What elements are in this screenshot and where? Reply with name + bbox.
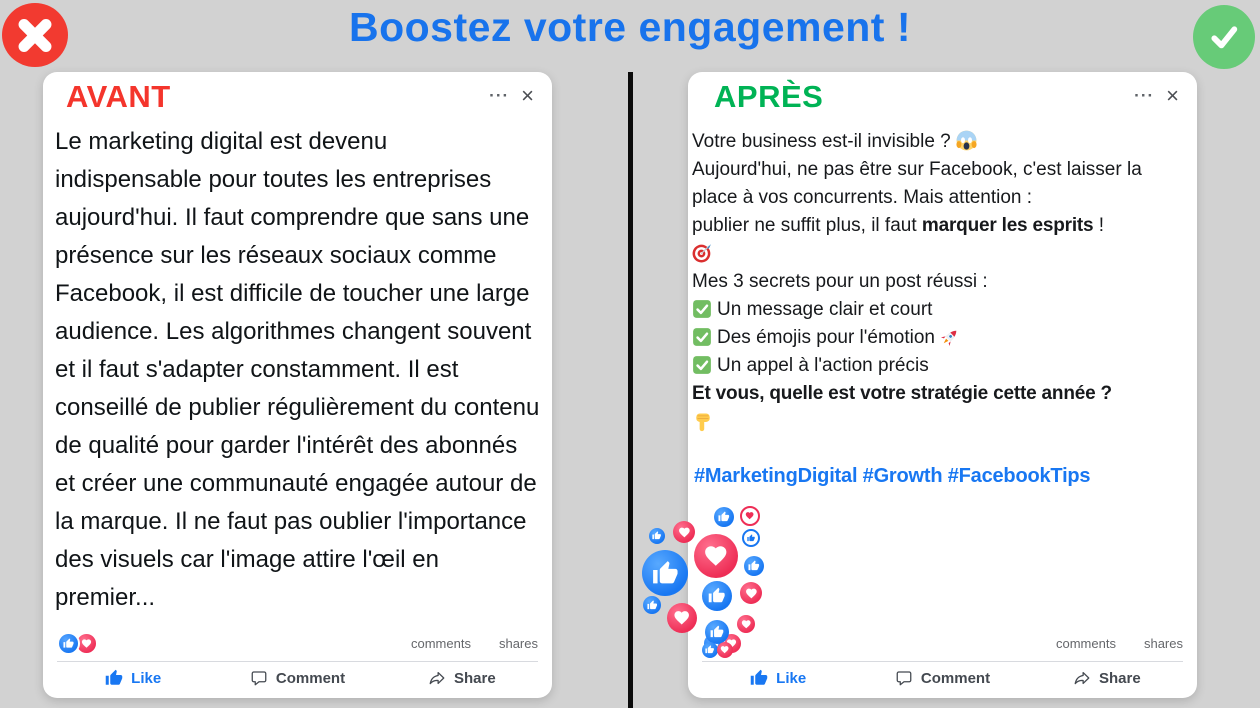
after-post-line: Aujourd'hui, ne pas être sur Facebook, c'est laisser la place à vos concurrents. Mais attention : bbox=[692, 159, 1142, 208]
comments-count[interactable]: comments bbox=[411, 636, 471, 651]
check-emoji bbox=[692, 327, 712, 347]
check-emoji bbox=[692, 299, 712, 319]
before-meta-row bbox=[43, 632, 552, 661]
after-post-line: Mes 3 secrets pour un post réussi : bbox=[692, 271, 988, 292]
reaction-bubble-heart bbox=[694, 534, 738, 578]
after-post-line: Et vous, quelle est votre stratégie cette année ? bbox=[692, 383, 1112, 404]
before-card-header bbox=[43, 72, 552, 114]
comments-count[interactable]: comments bbox=[1056, 636, 1116, 651]
reaction-bubble-heart bbox=[740, 582, 762, 604]
point-emoji bbox=[692, 411, 714, 433]
before-card bbox=[43, 72, 552, 698]
hashtags[interactable]: #MarketingDigital #Growth #FacebookTips bbox=[694, 465, 1091, 487]
after-post-line bbox=[692, 408, 1187, 436]
reaction-bubble-heart bbox=[667, 603, 697, 633]
after-post-line: Un message clair et court bbox=[692, 296, 1187, 324]
before-post-text: Le marketing digital est devenu indispensable pour toutes les entreprises aujourd'hui. Il faut comprendre que sans une présence sur les réseaux sociaux comme Facebook, il est difficile de toucher une large audience. Les algorithmes changent souvent et il faut s'adapter constamment. Il est conseillé de publier régulièrement du contenu de qualité pour garder l'intérêt des abonnés et créer une communauté engagée autour de la marque. Il ne faut pas oublier l'importance des visuels car l'image attire l'œil en premier... bbox=[55, 128, 540, 611]
after-post-line: Votre business est-il invisible ? bbox=[692, 128, 1187, 156]
share-button[interactable]: Share bbox=[380, 668, 544, 688]
after-post-line: Un appel à l'action précis bbox=[692, 352, 1187, 380]
after-label: APRÈS bbox=[714, 79, 824, 114]
share-arrow-icon bbox=[1073, 669, 1091, 687]
before-label: AVANT bbox=[66, 79, 171, 114]
after-post-line: publier ne suffit plus, il faut marquer les esprits ! bbox=[692, 215, 1104, 236]
before-action-row bbox=[43, 662, 552, 698]
target-emoji bbox=[692, 243, 712, 263]
close-icon[interactable]: × bbox=[1166, 83, 1179, 108]
reaction-bubble-like bbox=[742, 529, 760, 547]
reaction-bubble-like bbox=[642, 550, 688, 596]
reaction-bubble-like bbox=[649, 528, 665, 544]
reaction-bubble-heart bbox=[673, 521, 695, 543]
after-action-row bbox=[688, 662, 1197, 698]
after-post-line: Des émojis pour l'émotion bbox=[692, 324, 1187, 352]
like-button[interactable]: Like bbox=[51, 668, 215, 688]
after-card bbox=[688, 72, 1197, 698]
after-post-line bbox=[692, 240, 1187, 268]
shares-count[interactable]: shares bbox=[498, 636, 538, 651]
more-options-icon[interactable]: ··· bbox=[489, 86, 510, 105]
check-emoji bbox=[692, 355, 712, 375]
thumbs-up-icon bbox=[105, 669, 123, 687]
scream-emoji bbox=[956, 130, 977, 151]
approve-check-icon bbox=[1193, 5, 1255, 69]
comment-bubble-icon bbox=[895, 669, 913, 687]
share-button[interactable]: Share bbox=[1025, 668, 1189, 688]
comment-button[interactable]: Comment bbox=[860, 668, 1024, 688]
shares-count[interactable]: shares bbox=[1143, 636, 1183, 651]
after-card-header bbox=[688, 72, 1197, 114]
reaction-bubble-like bbox=[705, 620, 729, 644]
reaction-bubble-like bbox=[702, 581, 732, 611]
share-arrow-icon bbox=[428, 669, 446, 687]
after-post-body bbox=[692, 128, 1187, 632]
comment-bubble-icon bbox=[250, 669, 268, 687]
reaction-bubble-heart bbox=[740, 506, 760, 526]
reaction-bubble-heart bbox=[717, 642, 733, 658]
page-title: Boostez votre engagement ! bbox=[348, 4, 912, 50]
reaction-bubble-like bbox=[702, 642, 718, 658]
close-icon[interactable]: × bbox=[521, 83, 534, 108]
after-meta-row bbox=[688, 632, 1197, 661]
like-reaction-icon bbox=[57, 632, 80, 655]
reaction-bubble-like bbox=[744, 556, 764, 576]
reaction-bubble-heart bbox=[737, 615, 755, 633]
rocket-emoji bbox=[940, 327, 960, 347]
like-button[interactable]: Like bbox=[696, 668, 860, 688]
reaction-bubble-like bbox=[714, 507, 734, 527]
comment-button[interactable]: Comment bbox=[215, 668, 379, 688]
more-options-icon[interactable]: ··· bbox=[1134, 86, 1155, 105]
center-divider bbox=[628, 72, 633, 708]
thumbs-up-icon bbox=[750, 669, 768, 687]
reaction-bubble-like bbox=[643, 596, 661, 614]
